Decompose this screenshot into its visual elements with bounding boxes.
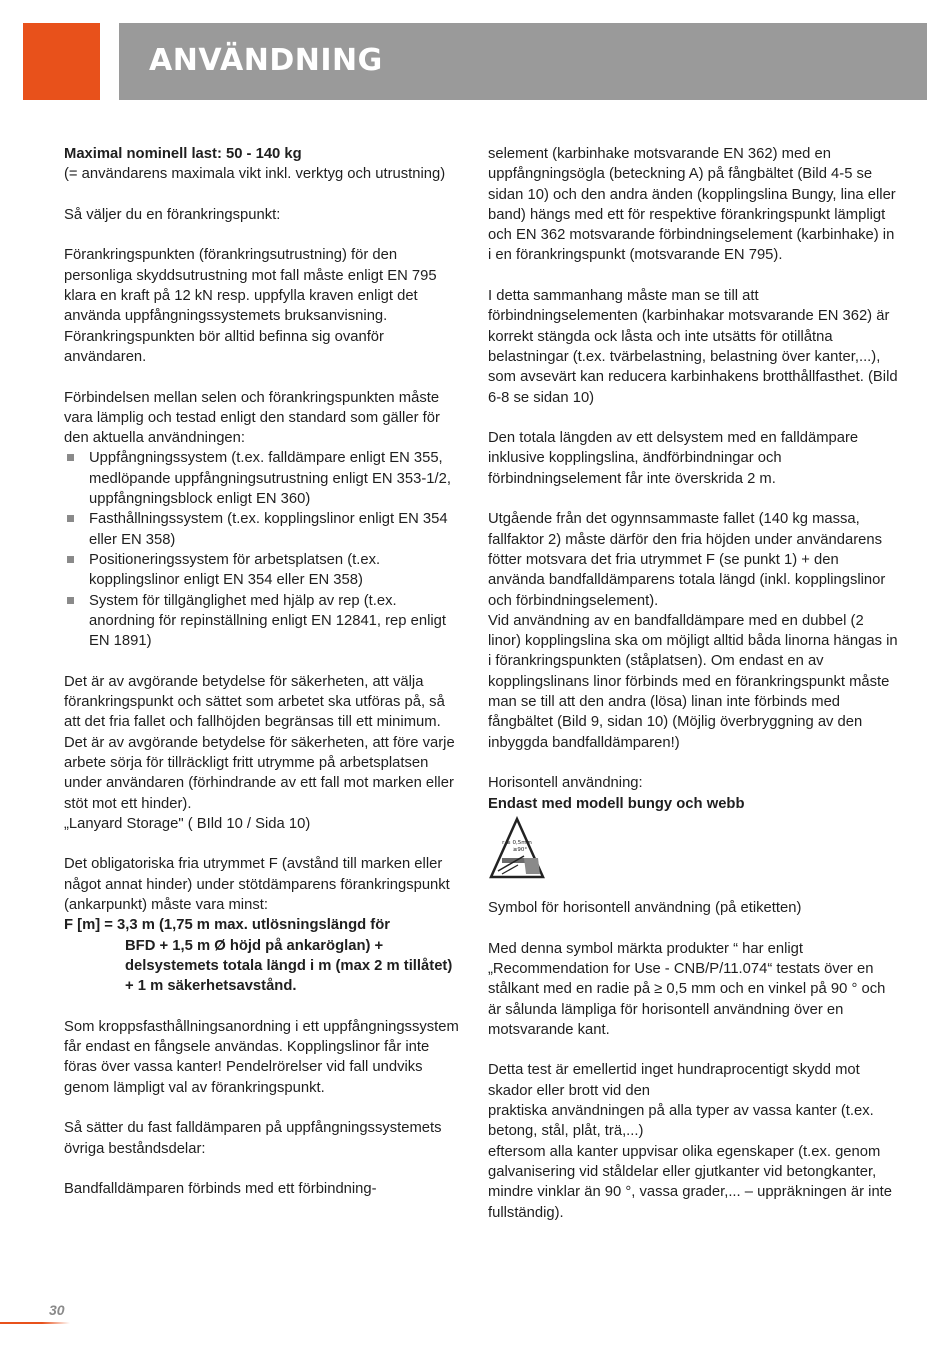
header-bar [119, 23, 927, 100]
connection-text: Förbindelsen mellan selen och förankringspunkten måste vara lämplig och testad enligt den standard som gäller för den aktuella användningen: [64, 389, 440, 447]
double-lanyard-text: Vid användning av en bandfalldämpare med en dubbel (2 linor) kopplingslina ska om möjligt alltid båda linorna hängas in i förankringspunkten (ståplatsen). Om endast en av kopplingslinans linor förbinds med en förankringspunkt måste man se till att den andra (lösa) linan inte förbinds med fångbältet (Bild 9, sidan 10) (Möjlig överbryggning av den inbyggda bandfalldämparen!) [488, 612, 898, 751]
horizontal-use-label: Horisontell användning: [488, 775, 643, 792]
test-note-text-3: eftersom alla kanter uppvisar olika egenskaper (t.ex. genom galvanisering vid ståldelar eller gjutkanter vid betongkanter, mindre vinklar än 90 °, vassa grader,... – uppräkningen är inte fullständig). [488, 1143, 893, 1221]
list-item: Fasthållningssystem (t.ex. kopplingslinor enligt EN 354 eller EN 358) [64, 509, 462, 550]
load-note: (= användarens maximala vikt inkl. verktyg och utrustning) [64, 166, 446, 183]
horizontal-use-models: Endast med modell bungy och webb [488, 795, 745, 812]
safety-text: Det är av avgörande betydelse för säkerheten, att välja förankringspunkt och sättet som arbetet ska utföras på, så att det fria fallet och fallhöjden begränsas till ett minimum. Det är av avgörande betydelse för säkerheten, att före varje arbete sörja för tillräckligt fritt utrymme på arbetsplatsen under användaren (förhindrande av ett fall mot marken eller stöt mot ett hinder). [64, 673, 455, 812]
formula-line-2: BFD + 1,5 m Ø höjd på ankaröglan) + delsystemets totala längd i m (max 2 m tillåtet) + 1 m säkerhetsavstånd. [125, 937, 453, 995]
free-space-text: Det obligatoriska fria utrymmet F (avstånd till marken eller något annat hinder) under stötdämparens förankringspunkt (ankarpunkt) måste vara minst: [64, 856, 450, 913]
choose-anchor-text: Så väljer du en förankringspunkt: [64, 206, 281, 223]
list-item: Uppfångningssystem (t.ex. falldämpare enligt EN 355, medlöpande uppfångningsutrustning enligt EN 353-1/2, uppfångningsblock enligt EN 360) [64, 448, 462, 509]
load-heading: Maximal nominell last: 50 - 140 kg [64, 146, 302, 162]
marked-products-text: Med denna symbol märkta produkter “ har enligt „Recommendation for Use - CNB/P/11.074“ testats över en stålkant med en radie på ≥ 0,5 mm och en vinkel på 90 ° och är sålunda lämpliga för horisontell användning över en motsvarande kant. [488, 940, 886, 1038]
formula-line-1: F [m] = 3,3 m (1,75 m max. utlösningslängd för [64, 917, 391, 934]
connector-continuation-text: selement (karbinhake motsvarande EN 362) med en uppfångningsögla (beteckning A) på fångbältet (Bild 4-5 se sidan 10) och den andra änden (kopplingslina Bungy, lina eller band) hängs med ett för respektive förankringspunkt lämpligt och EN 362 motsvarande förbindningselement (karbinhake) in i en förankringspunkt (motsvarande EN 795). [488, 146, 896, 264]
right-column [488, 144, 898, 1223]
page-number: 30 [49, 1302, 65, 1318]
load-section [64, 144, 462, 185]
list-item: System för tillgänglighet med hjälp av rep (t.ex. anordning för repinställning enligt EN 12841, rep enligt EN 1891) [64, 591, 462, 652]
test-note-text-1: Detta test är emellertid inget hundraprocentigt skydd mot skador eller brott vid den [488, 1062, 860, 1099]
body-holding-text: Som kroppsfasthållningsanordning i ett uppfångningssystem får endast en fångsele användas. Kopplingslinor får inte föras över vassa kanter! Pendelrörelser vid fall undviks genom lämpligt val av förankringspunkt. [64, 1018, 459, 1096]
symbol-radius-text: r ≥ 0,5mm [502, 839, 532, 846]
header-accent-block [23, 23, 100, 100]
horizontal-use-warning-icon [488, 816, 546, 880]
symbol-angle-text: ≥90° [512, 846, 528, 853]
attach-text: Så sätter du fast falldämparen på uppfångningssystemets övriga beståndsdelar: [64, 1120, 442, 1157]
free-space-formula [64, 915, 462, 996]
left-column [64, 144, 462, 1199]
symbol-caption: Symbol för horisontell användning (på etiketten) [488, 900, 802, 917]
lanyard-storage-text: „Lanyard Storage" ( BIld 10 / Sida 10) [64, 815, 311, 832]
connector-context-text: I detta sammanhang måste man se till att förbindningselementen (karbinhakar motsvarande EN 362) är korrekt stängda ock låsta och inte utsätts för otillåtna belastningar (t.ex. tvärbelastning, belastning över kanter,...), som avsevärt kan reducera karbinhakens brotthållfasthet. (Bild 6-8 se sidan 10) [488, 288, 898, 406]
list-item: Positioneringssystem för arbetsplatsen (t.ex. kopplingslinor enligt EN 354 eller EN 358) [64, 550, 462, 591]
band-absorber-text: Bandfalldämparen förbinds med ett förbindning- [64, 1181, 377, 1198]
anchor-requirements-text: Förankringspunkten (förankringsutrustning) för den personliga skyddsutrustning mot fall måste enligt EN 795 klara en kraft på 12 kN resp. uppfylla kraven enligt det använda uppfångningssystemets bruksanvisning. Förankringspunkten bör alltid befinna sig ovanför användaren. [64, 247, 437, 365]
page-title: ANVÄNDNING [149, 43, 383, 78]
test-note-text-2: praktiska användningen på alla typer av vassa kanter (t.ex. betong, stål, plåt, trä,...) [488, 1103, 874, 1140]
subsystem-length-text: Den totala längden av ett delsystem med en falldämpare inklusive kopplingslina, ändförbindningar och förbindningselement får inte överskrida 2 m. [488, 430, 859, 487]
footer-accent-line [0, 1322, 70, 1324]
worst-case-text: Utgående från det ogynnsammaste fallet (140 kg massa, fallfaktor 2) måste därför den fria höjden under användarens fötter motsvara det fria utrymmet F (se punkt 1) + den använda bandfalldämparens totala längd (inkl. kopplingslinor och förbindningselement). [488, 511, 886, 609]
system-list [64, 448, 462, 651]
